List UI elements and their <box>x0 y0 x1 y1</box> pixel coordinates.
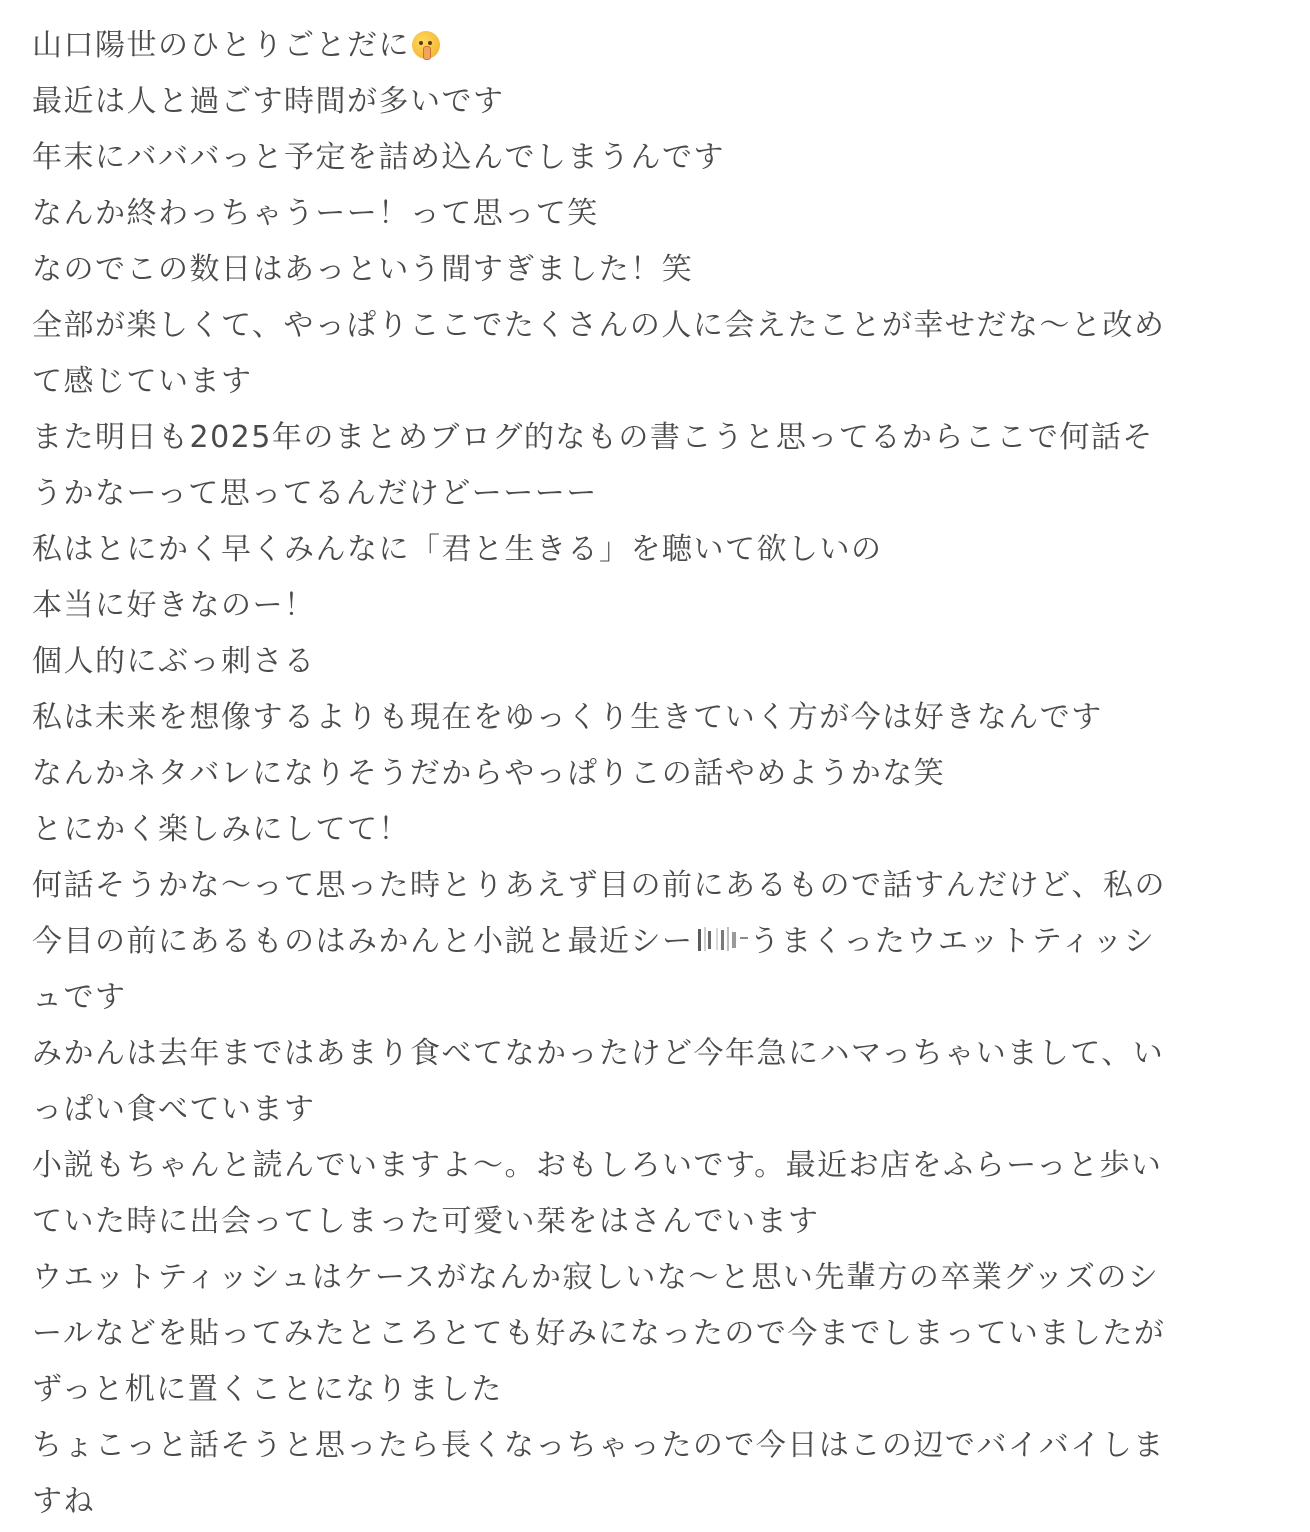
post-line: ウエットティッシュはケースがなんか寂しいな〜と思い先輩方の卒業グッズのシ <box>32 1260 1160 1295</box>
post-line: 全部が楽しくて、やっぱりここでたくさんの人に会えたことが幸せだな〜と改め <box>32 308 1166 343</box>
post-line: 私はとにかく早くみんなに「君と生きる」を聴いて欲しいの <box>32 532 883 567</box>
post-line: 私は未来を想像するよりも現在をゆっくり生きていく方が今は好きなんです <box>32 700 1103 735</box>
post-line: ずっと机に置くことになりました <box>32 1372 503 1407</box>
post-line-text: うまくったウエットティッシ <box>749 924 1156 959</box>
post-line: また明日も2025年のまとめブログ的なもの書こうと思ってるからここで何話そ <box>32 420 1154 455</box>
post-line: 何話そうかな〜って思った時とりあえず目の前にあるもので話すんだけど、私の <box>32 868 1166 903</box>
post-line: ールなどを貼ってみたところとても好みになったので今までしまっていましたが <box>32 1316 1166 1351</box>
post-line: 最近は人と過ごす時間が多いです <box>32 84 505 119</box>
post-line: とにかく楽しみにしてて！ <box>32 812 410 847</box>
post-line-text: 山口陽世のひとりごとだに <box>32 28 410 63</box>
post-line: すね <box>32 1484 95 1519</box>
post-line: て感じています <box>32 364 253 399</box>
post-line: みかんは去年まではあまり食べてなかったけど今年急にハマっちゃいまして、い <box>32 1036 1165 1071</box>
post-line: 年末にバババっと予定を詰め込んでしまうんです <box>32 140 725 175</box>
post-line: 小説もちゃんと読んでいますよ〜。おもしろいです。最近お店をふらーっと歩い <box>32 1148 1163 1183</box>
shushing-face-emoji-icon <box>412 31 440 59</box>
post-line <box>32 914 1262 970</box>
post-line: っぱい食べています <box>32 1092 316 1127</box>
blog-post-body <box>32 18 1262 1530</box>
post-line: なんかネタバレになりそうだからやっぱりこの話やめようかな笑 <box>32 756 946 791</box>
post-line: ていた時に出会ってしまった可愛い栞をはさんでいます <box>32 1204 820 1239</box>
post-line: ュです <box>32 980 127 1015</box>
post-line <box>32 18 1262 74</box>
rendering-glitch <box>694 923 750 957</box>
post-line: 個人的にぶっ刺さる <box>32 644 316 679</box>
post-line: うかなーって思ってるんだけどーーーー <box>32 476 598 511</box>
post-line: 本当に好きなのー！ <box>32 588 316 623</box>
post-line: ちょこっと話そうと思ったら長くなっちゃったので今日はこの辺でバイバイしま <box>32 1428 1165 1463</box>
post-line-text: 今目の前にあるものはみかんと小説と最近シー <box>32 924 694 959</box>
post-line: なのでこの数日はあっという間すぎました！笑 <box>32 252 694 287</box>
post-line: なんか終わっちゃうーー！って思って笑 <box>32 196 599 231</box>
